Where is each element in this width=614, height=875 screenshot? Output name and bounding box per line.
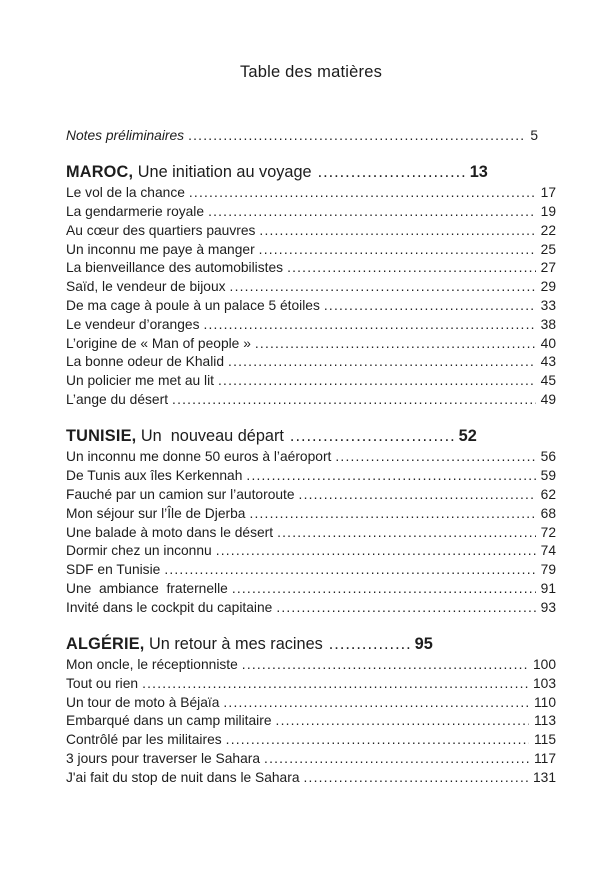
dot-leader bbox=[142, 675, 528, 694]
toc-entry bbox=[66, 184, 556, 203]
entry-page-number: 27 bbox=[540, 260, 556, 276]
toc-entry bbox=[66, 580, 556, 599]
dot-leader bbox=[264, 750, 529, 769]
section-leader-dots: .............................. bbox=[289, 426, 456, 445]
entry-page-number: 115 bbox=[534, 732, 556, 748]
dot-leader bbox=[276, 599, 535, 618]
section-page-number: 52 bbox=[458, 426, 477, 445]
entry-label: Au cœur des quartiers pauvres bbox=[66, 222, 256, 238]
section-leader-dots: ............... bbox=[328, 634, 412, 653]
toc-entry bbox=[66, 203, 556, 222]
dot-leader bbox=[223, 694, 529, 713]
entry-page-number: 43 bbox=[540, 354, 556, 370]
entry-page-number: 49 bbox=[540, 392, 556, 408]
entry-label: L’ange du désert bbox=[66, 392, 169, 408]
section-country: ALGÉRIE, bbox=[66, 634, 145, 653]
dot-leader bbox=[230, 278, 536, 297]
entry-page-number: 103 bbox=[532, 675, 556, 691]
toc-entry-preliminary bbox=[66, 127, 556, 146]
entry-label: 3 jours pour traverser le Sahara bbox=[66, 751, 261, 767]
entry-page-number: 19 bbox=[540, 204, 556, 220]
entry-label: Tout ou rien bbox=[66, 675, 139, 691]
entry-label: Une ambiance fraternelle bbox=[66, 580, 228, 596]
entry-label: Un inconnu me paye à manger bbox=[66, 241, 255, 257]
entry-label: J'ai fait du stop de nuit dans le Sahara bbox=[66, 769, 300, 785]
entry-label: Un inconnu me donne 50 euros à l’aéroport bbox=[66, 449, 332, 465]
section-header bbox=[66, 162, 556, 183]
entry-label: La bienveillance des automobilistes bbox=[66, 260, 284, 276]
entry-page-number: 113 bbox=[534, 713, 556, 729]
dot-leader bbox=[324, 297, 536, 316]
entry-label: Un policier me met au lit bbox=[66, 373, 214, 389]
entry-page-number: 62 bbox=[540, 486, 556, 502]
toc-entry bbox=[66, 278, 556, 297]
entry-label: Le vendeur d’oranges bbox=[66, 316, 200, 332]
toc-entry bbox=[66, 486, 556, 505]
entry-label: Dormir chez un inconnu bbox=[66, 543, 212, 559]
section-leader-dots: ........................... bbox=[317, 162, 467, 181]
toc-entry bbox=[66, 505, 556, 524]
entry-label: Le vol de la chance bbox=[66, 185, 185, 201]
entry-page-number: 5 bbox=[530, 128, 538, 143]
entry-page-number: 29 bbox=[540, 279, 556, 295]
toc-entry bbox=[66, 561, 556, 580]
toc-entry bbox=[66, 335, 556, 354]
toc-entry bbox=[66, 372, 556, 391]
entry-page-number: 131 bbox=[532, 769, 556, 785]
entry-page-number: 56 bbox=[540, 449, 556, 465]
toc-entry bbox=[66, 712, 556, 731]
toc-entry bbox=[66, 353, 556, 372]
entry-page-number: 72 bbox=[540, 524, 556, 540]
dot-leader bbox=[255, 335, 536, 354]
dot-leader bbox=[259, 222, 535, 241]
section-subtitle: Un retour à mes racines bbox=[149, 634, 323, 653]
section-country: TUNISIE, bbox=[66, 426, 137, 445]
dot-leader bbox=[232, 580, 536, 599]
dot-leader bbox=[203, 316, 535, 335]
dot-leader bbox=[249, 505, 535, 524]
toc-entry bbox=[66, 769, 556, 788]
toc-entry bbox=[66, 259, 556, 278]
dot-leader bbox=[335, 448, 535, 467]
toc-entry bbox=[66, 694, 556, 713]
dot-leader bbox=[216, 542, 536, 561]
dot-leader bbox=[299, 486, 536, 505]
dot-leader bbox=[277, 524, 536, 543]
entry-label: Un tour de moto à Béjaïa bbox=[66, 694, 220, 710]
entry-page-number: 91 bbox=[540, 580, 556, 596]
dot-leader bbox=[172, 391, 536, 410]
entry-label: Notes préliminaires bbox=[66, 128, 185, 143]
toc-entry bbox=[66, 675, 556, 694]
entry-label: La gendarmerie royale bbox=[66, 204, 205, 220]
toc-entry bbox=[66, 241, 556, 260]
toc-entry bbox=[66, 542, 556, 561]
toc-entry bbox=[66, 467, 556, 486]
entry-page-number: 17 bbox=[540, 185, 556, 201]
toc-entry bbox=[66, 656, 556, 675]
section-page-number: 95 bbox=[414, 634, 433, 653]
entry-label: Mon séjour sur l’Île de Djerba bbox=[66, 505, 246, 521]
entry-page-number: 68 bbox=[540, 505, 556, 521]
entry-label: La bonne odeur de Khalid bbox=[66, 354, 225, 370]
dot-leader bbox=[226, 731, 529, 750]
entry-page-number: 45 bbox=[540, 373, 556, 389]
entry-page-number: 40 bbox=[540, 335, 556, 351]
toc-entry bbox=[66, 297, 556, 316]
entry-label: De ma cage à poule à un palace 5 étoiles bbox=[66, 298, 320, 314]
toc-entry bbox=[66, 524, 556, 543]
section-subtitle: Un nouveau départ bbox=[140, 426, 284, 445]
entry-label: Contrôlé par les militaires bbox=[66, 732, 222, 748]
dot-leader bbox=[189, 184, 536, 203]
entry-page-number: 100 bbox=[532, 657, 556, 673]
toc-entry bbox=[66, 731, 556, 750]
entry-page-number: 74 bbox=[540, 543, 556, 559]
entry-label: Saïd, le vendeur de bijoux bbox=[66, 279, 226, 295]
toc-entry bbox=[66, 750, 556, 769]
toc-entry bbox=[66, 599, 556, 618]
section-page-number: 13 bbox=[469, 162, 488, 181]
dot-leader bbox=[218, 372, 536, 391]
entry-label: De Tunis aux îles Kerkennah bbox=[66, 468, 243, 484]
entry-label: Fauché par un camion sur l’autoroute bbox=[66, 486, 295, 502]
dot-leader bbox=[287, 259, 536, 278]
dot-leader bbox=[242, 656, 528, 675]
entry-label: L’origine de « Man of people » bbox=[66, 335, 251, 351]
dot-leader bbox=[246, 467, 535, 486]
entry-page-number: 33 bbox=[540, 298, 556, 314]
entry-page-number: 22 bbox=[540, 222, 556, 238]
toc-entry bbox=[66, 448, 556, 467]
entry-label: Embarqué dans un camp militaire bbox=[66, 713, 272, 729]
entry-page-number: 79 bbox=[540, 562, 556, 578]
entry-page-number: 38 bbox=[540, 316, 556, 332]
entry-label: Une balade à moto dans le désert bbox=[66, 524, 274, 540]
dot-leader bbox=[259, 241, 536, 260]
dot-leader bbox=[188, 127, 525, 146]
entry-page-number: 59 bbox=[540, 468, 556, 484]
section-country: MAROC, bbox=[66, 162, 134, 181]
entry-label: Mon oncle, le réceptionniste bbox=[66, 657, 238, 673]
entry-page-number: 110 bbox=[534, 694, 556, 710]
dot-leader bbox=[304, 769, 528, 788]
dot-leader bbox=[228, 353, 536, 372]
dot-leader bbox=[208, 203, 536, 222]
section-subtitle: Une initiation au voyage bbox=[137, 162, 312, 181]
entry-page-number: 117 bbox=[534, 751, 556, 767]
section-header bbox=[66, 634, 556, 655]
toc-entry bbox=[66, 391, 556, 410]
entry-label: Invité dans le cockpit du capitaine bbox=[66, 599, 273, 615]
toc-entry bbox=[66, 222, 556, 241]
dot-leader bbox=[164, 561, 535, 580]
dot-leader bbox=[276, 712, 529, 731]
toc-sections bbox=[66, 162, 556, 788]
toc-entry bbox=[66, 316, 556, 335]
entry-page-number: 93 bbox=[540, 599, 556, 615]
entry-label: SDF en Tunisie bbox=[66, 562, 161, 578]
section-header bbox=[66, 426, 556, 447]
page-title: Table des matières bbox=[239, 63, 383, 81]
entry-page-number: 25 bbox=[540, 241, 556, 257]
